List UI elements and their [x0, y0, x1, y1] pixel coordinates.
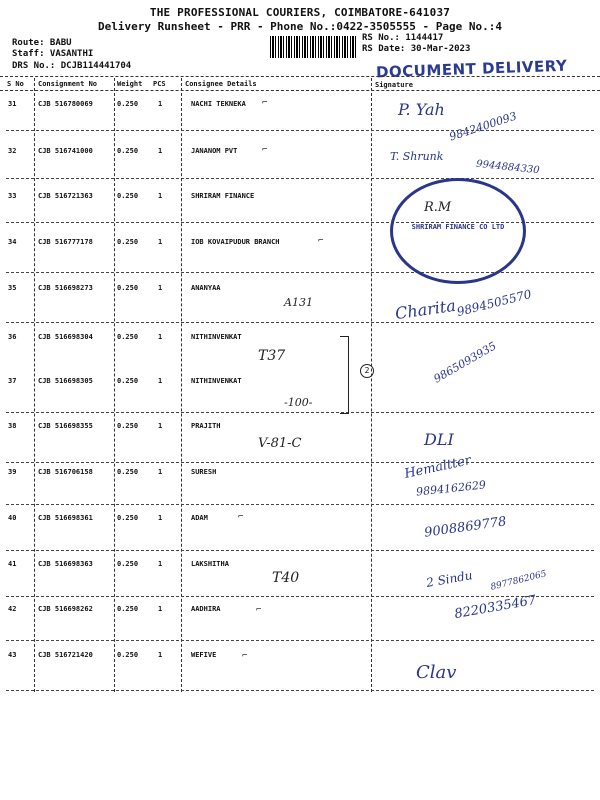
pencil-note: T40 [272, 570, 300, 586]
rs-date: RS Date: 30-Mar-2023 [362, 44, 471, 54]
row-divider [6, 640, 594, 641]
row-sno: 39 [8, 468, 17, 476]
row-pcs: 1 [158, 422, 163, 430]
col-sno: S No [7, 80, 24, 88]
col-consignee: Consignee Details [185, 80, 257, 88]
row-weight: 0.250 [117, 100, 139, 108]
row-divider [6, 596, 594, 597]
row-pcs: 1 [158, 238, 163, 246]
row-weight: 0.250 [117, 284, 139, 292]
column-divider [114, 78, 115, 692]
header-top-rule [0, 76, 600, 77]
row-divider [6, 272, 594, 273]
row-pcs: 1 [158, 284, 163, 292]
row-consignee: WEFIVE [191, 651, 217, 659]
staff-label: Staff: VASANTHI [12, 49, 94, 59]
phone-42: 8220335467 [453, 592, 538, 623]
runsheet-subtitle: Delivery Runsheet - PRR - Phone No.:0422-3505555 - Page No.:4 [98, 20, 502, 33]
phone-39: 9894162629 [415, 478, 487, 499]
phone-40: 9008869778 [423, 514, 508, 541]
company-title: THE PROFESSIONAL COURIERS, COIMBATORE-641037 [149, 6, 451, 19]
row-consignee: SURESH [191, 468, 217, 476]
row-weight: 0.250 [117, 422, 139, 430]
signature-39: Hemaltter [403, 453, 473, 482]
row-consignment: CJB 516698361 [38, 514, 93, 522]
bracket-mark [340, 336, 349, 414]
row-pcs: 1 [158, 514, 163, 522]
row-weight: 0.250 [117, 514, 139, 522]
signature-31: P. Yah [398, 100, 445, 119]
row-sno: 36 [8, 333, 17, 341]
header-bottom-rule [0, 90, 600, 91]
row-consignee: JANANOM PVT [191, 147, 238, 155]
signature-33: R.M [424, 200, 452, 215]
phone-35: 9894505570 [455, 286, 533, 320]
row-divider [6, 322, 594, 323]
row-weight: 0.250 [117, 192, 139, 200]
row-divider [6, 130, 594, 131]
pencil-note: V-81-C [258, 436, 302, 451]
column-divider [371, 78, 372, 692]
row-pcs: 1 [158, 333, 163, 341]
row-consignee: PRAJITH [191, 422, 221, 430]
row-weight: 0.250 [117, 560, 139, 568]
tick-mark: ⌐ [256, 605, 262, 615]
barcode-image [270, 36, 358, 58]
row-consignee: ANANYAA [191, 284, 221, 292]
row-pcs: 1 [158, 100, 163, 108]
row-divider [6, 178, 594, 179]
signature-32: T. Shrunk [390, 150, 444, 163]
row-divider [6, 550, 594, 551]
tick-mark: ⌐ [262, 98, 268, 108]
row-sno: 38 [8, 422, 17, 430]
tick-mark: ⌐ [242, 651, 248, 661]
pencil-note: A131 [284, 296, 313, 309]
pencil-note: T37 [258, 348, 286, 364]
document-delivery-stamp: DOCUMENT DELIVERY [375, 56, 568, 82]
row-weight: 0.250 [117, 333, 139, 341]
tick-mark: ⌐ [318, 236, 324, 246]
row-weight: 0.250 [117, 238, 139, 246]
row-divider [6, 462, 594, 463]
pencil-note: -100- [284, 396, 313, 409]
phone-32: 9944884330 [475, 158, 541, 177]
row-weight: 0.250 [117, 605, 139, 613]
row-divider [6, 690, 594, 691]
col-pcs: PCS [153, 80, 166, 88]
tick-mark: ⌐ [262, 145, 268, 155]
bracket-circle-number: 2 [360, 364, 374, 378]
row-consignee: NITHINVENKAT [191, 333, 242, 341]
row-pcs: 1 [158, 560, 163, 568]
row-consignee: IOB KOVAIPUDUR BRANCH [191, 238, 280, 246]
phone-31: 9842400093 [447, 109, 519, 144]
phone-41: 8977862065 [489, 569, 548, 593]
row-consignee: NITHINVENKAT [191, 377, 242, 385]
col-consignment: Consignment No [38, 80, 98, 88]
row-pcs: 1 [158, 147, 163, 155]
route-label: Route: BABU [12, 38, 72, 48]
row-sno: 32 [8, 147, 17, 155]
row-sno: 37 [8, 377, 17, 385]
row-divider [6, 504, 594, 505]
row-sno: 34 [8, 238, 17, 246]
row-consignee: NACHI TEKNEKA [191, 100, 246, 108]
company-seal-stamp [390, 178, 526, 284]
tick-mark: ⌐ [238, 512, 244, 522]
rs-number: RS No.: 1144417 [362, 33, 444, 43]
drs-label: DRS No.: DCJB114441704 [12, 61, 132, 71]
row-consignment: CJB 516706158 [38, 468, 93, 476]
signature-38: DLI [424, 430, 454, 449]
row-weight: 0.250 [117, 651, 139, 659]
row-consignment: CJB 516698305 [38, 377, 93, 385]
seal-text: SHRIRAM FINANCE CO LTD [411, 223, 505, 231]
row-sno: 35 [8, 284, 17, 292]
row-consignment: CJB 516698262 [38, 605, 93, 613]
row-consignment: CJB 516777178 [38, 238, 93, 246]
row-pcs: 1 [158, 192, 163, 200]
row-consignment: CJB 516698273 [38, 284, 93, 292]
row-consignee: SHRIRAM FINANCE [191, 192, 255, 200]
row-pcs: 1 [158, 651, 163, 659]
row-consignment: CJB 516721420 [38, 651, 93, 659]
row-sno: 31 [8, 100, 17, 108]
column-divider [181, 78, 182, 692]
row-pcs: 1 [158, 605, 163, 613]
row-consignment: CJB 516741000 [38, 147, 93, 155]
row-divider [6, 412, 594, 413]
row-consignment: CJB 516780069 [38, 100, 93, 108]
row-consignment: CJB 516721363 [38, 192, 93, 200]
row-consignment: CJB 516698304 [38, 333, 93, 341]
col-weight: Weight [117, 80, 143, 88]
col-signature: Signature [375, 81, 413, 89]
column-divider [34, 78, 35, 692]
row-weight: 0.250 [117, 377, 139, 385]
row-consignee: AADHIRA [191, 605, 221, 613]
row-sno: 42 [8, 605, 17, 613]
row-consignee: ADAM [191, 514, 208, 522]
row-pcs: 1 [158, 468, 163, 476]
row-sno: 41 [8, 560, 17, 568]
row-weight: 0.250 [117, 147, 139, 155]
row-pcs: 1 [158, 377, 163, 385]
row-consignment: CJB 516698355 [38, 422, 93, 430]
row-weight: 0.250 [117, 468, 139, 476]
row-consignee: LAKSHITHA [191, 560, 229, 568]
row-sno: 40 [8, 514, 17, 522]
row-consignment: CJB 516698363 [38, 560, 93, 568]
row-sno: 33 [8, 192, 17, 200]
signature-43: Clav [416, 662, 457, 683]
signature-41: 2 Sindu [425, 568, 474, 590]
signature-35: Charita [393, 295, 457, 324]
row-sno: 43 [8, 651, 17, 659]
phone-36: 9865093935 [431, 339, 499, 386]
